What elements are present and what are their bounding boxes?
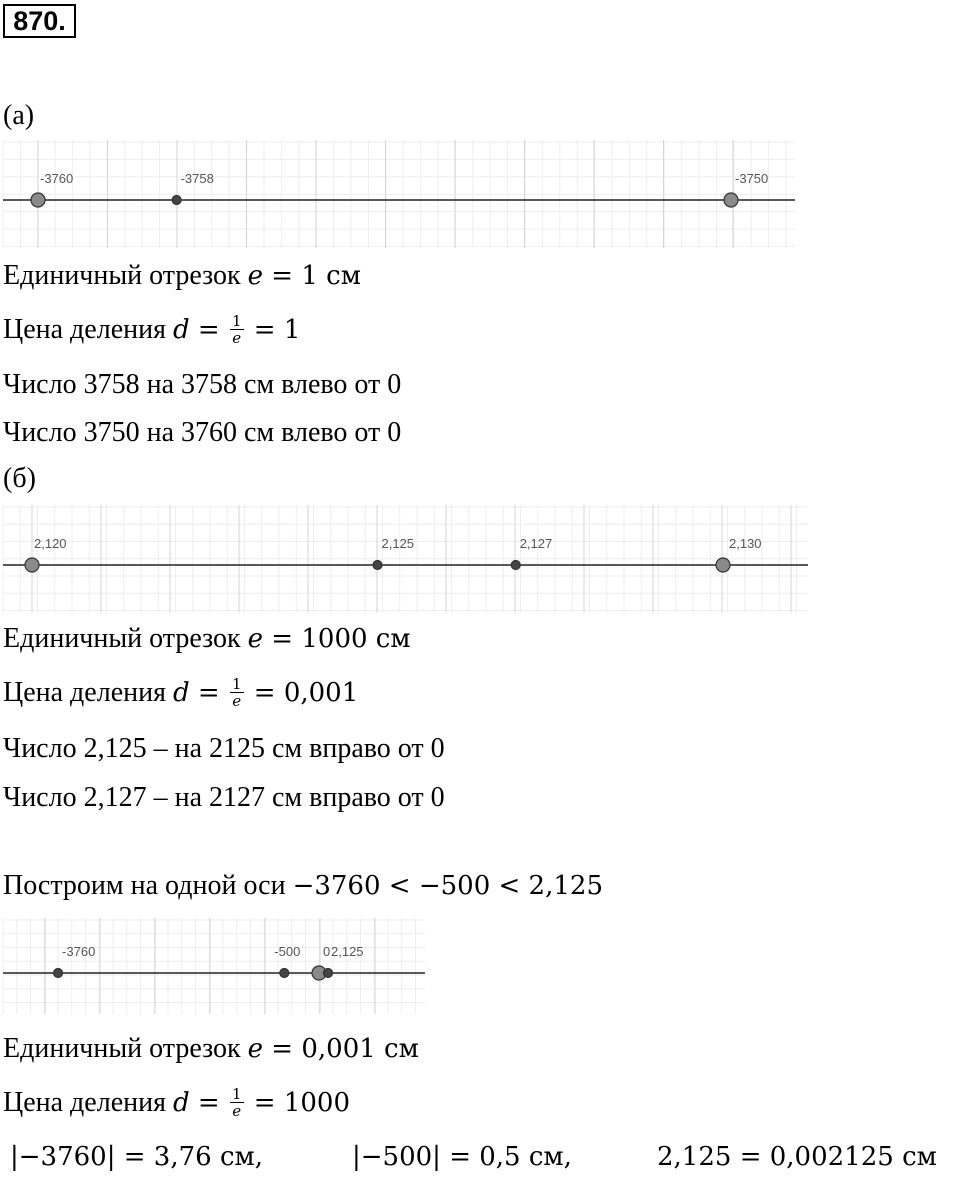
- point-marker: [31, 193, 45, 207]
- point-label: 2,120: [34, 536, 67, 551]
- point-marker: [724, 193, 738, 207]
- part-b-line-4: Число 2,127 – на 2127 см вправо от 0: [3, 782, 445, 813]
- final-item-1: |−3760| = 3,76 см,: [10, 1142, 263, 1172]
- point-marker: [511, 561, 520, 570]
- grid: [3, 140, 795, 248]
- part-a-unit-line: Единичный отрезок e = 1 см: [3, 260, 361, 291]
- number-line-b: [0, 505, 810, 615]
- point-label: 2,125: [381, 536, 415, 551]
- part-b-line-3: Число 2,125 – на 2125 см вправо от 0: [3, 733, 445, 764]
- point-marker: [716, 558, 730, 572]
- grid: [3, 505, 808, 613]
- part-a-label: (а): [3, 100, 35, 131]
- part-b-label: (б): [3, 463, 36, 494]
- part-b-unit-line: Единичный отрезок e = 1000 см: [3, 623, 411, 654]
- fraction: $\frac{1}{e}$: [231, 675, 242, 711]
- part-c-heading: Построим на одной оси −3760 < −500 < 2,125: [3, 870, 603, 901]
- part-a-division-line: Цена деления d = $\frac{1}{e}$ = 1: [3, 312, 301, 348]
- part-b-division-line: Цена деления d = $\frac{1}{e}$ = 0,001: [3, 675, 359, 711]
- grid: [3, 918, 425, 1014]
- point-marker: [280, 969, 289, 978]
- point-label: -500: [274, 944, 301, 959]
- part-c-division-line: Цена деления d = $\frac{1}{e}$ = 1000: [3, 1085, 350, 1121]
- point-label: 0: [323, 944, 331, 959]
- point-label: 2,125: [331, 944, 364, 959]
- number-line-a: [0, 140, 800, 250]
- exercise-number: 870.: [3, 4, 76, 38]
- number-line-c: [0, 918, 430, 1018]
- point-label: -3760: [62, 944, 96, 959]
- point-marker: [324, 969, 333, 978]
- point-label: -3758: [180, 171, 214, 186]
- point-label: -3750: [735, 171, 769, 186]
- final-item-3: 2,125 = 0,002125 см: [657, 1142, 937, 1172]
- part-a-line-4: Число 3750 на 3760 см влево от 0: [3, 417, 402, 448]
- part-c-unit-line: Единичный отрезок e = 0,001 см: [3, 1033, 419, 1064]
- fraction: $\frac{1}{e}$: [231, 1085, 242, 1121]
- point-marker: [172, 196, 181, 205]
- point-marker: [373, 561, 382, 570]
- part-a-line-3: Число 3758 на 3758 см влево от 0: [3, 369, 402, 400]
- fraction: $\frac{1}{e}$: [231, 312, 242, 348]
- point-label: -3760: [40, 171, 74, 186]
- point-label: 2,130: [729, 536, 762, 551]
- point-label: 2,127: [519, 536, 553, 551]
- point-marker: [54, 969, 63, 978]
- point-marker: [25, 558, 39, 572]
- final-item-2: |−500| = 0,5 см,: [352, 1142, 572, 1172]
